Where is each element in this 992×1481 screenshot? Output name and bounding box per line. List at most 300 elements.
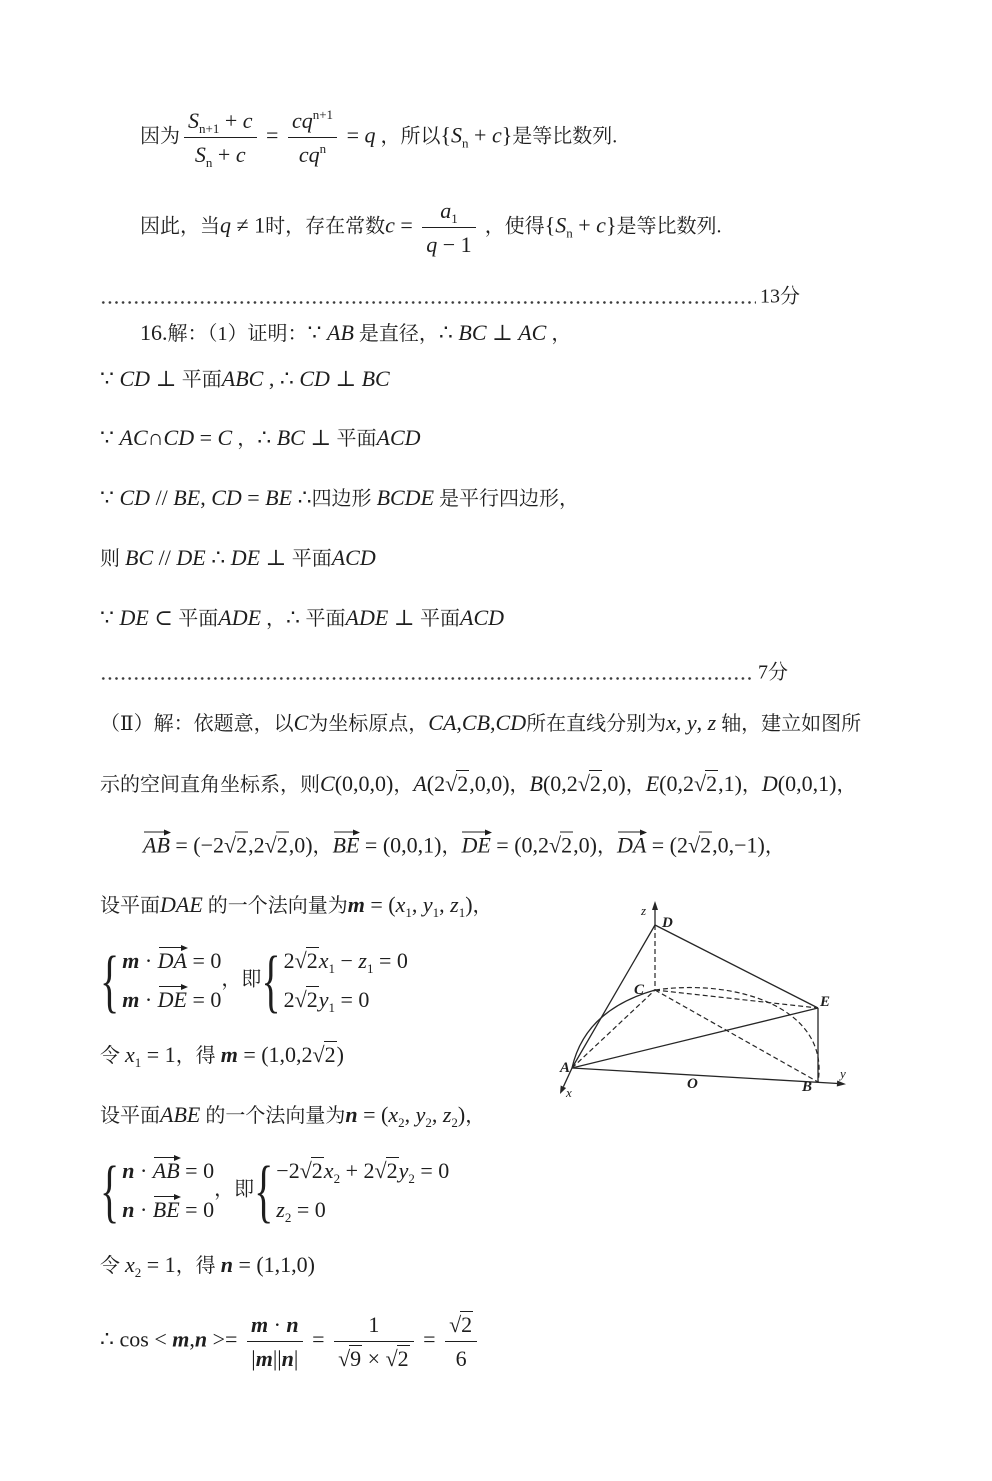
line-part2-setup <box>100 708 861 738</box>
cjk-text: 设平面 <box>100 1105 160 1127</box>
math-expression: (0,2√2,1) <box>659 771 742 796</box>
math-expression: ⊂ <box>148 605 179 630</box>
cjk-text: 平面 <box>178 608 219 630</box>
math-expression: = 0 <box>186 987 222 1012</box>
fraction-denominator <box>184 137 257 169</box>
equation-row <box>122 981 221 1020</box>
math-expression: 16. <box>140 320 168 345</box>
cjk-text: 设平面 <box>100 895 160 917</box>
bold-vector-symbol: m <box>250 1312 269 1337</box>
math-expression: ⊥ <box>260 545 292 570</box>
bold-vector-symbol: n <box>345 1102 358 1127</box>
fraction-denominator <box>422 227 475 259</box>
fraction <box>422 197 475 259</box>
equation-row <box>122 1152 214 1191</box>
math-variable: CB <box>461 710 491 735</box>
z-arrowhead <box>652 901 658 910</box>
bold-vector-symbol: m <box>220 1042 238 1067</box>
score-line-13 <box>100 284 800 311</box>
math-variable: y <box>398 1158 409 1183</box>
math-expression: = 1 <box>141 1042 176 1067</box>
bold-vector-symbol: n <box>122 1197 135 1222</box>
math-expression: + 2√2 <box>340 1158 398 1183</box>
math-variable: x <box>323 1158 334 1183</box>
math-expression: , <box>490 710 496 735</box>
subscript: 1 <box>366 961 374 976</box>
math-variable: CD <box>495 710 527 735</box>
math-expression: = <box>306 1326 331 1352</box>
cjk-text: ，得 <box>175 1045 221 1067</box>
math-variable: q <box>364 122 376 148</box>
math-variable: CD <box>163 425 195 450</box>
math-expression: = (2√2,0,−1) <box>646 832 765 858</box>
math-expression: ⊥ <box>388 605 420 630</box>
cjk-text: 时，存在常数 <box>265 215 386 238</box>
math-variable: q <box>220 212 231 238</box>
math-expression: , <box>404 1102 416 1127</box>
math-variable: S <box>555 212 567 238</box>
square-root: √2 <box>385 1346 409 1371</box>
math-expression: = (1,1,0) <box>232 1252 315 1277</box>
math-expression: // <box>153 545 177 570</box>
math-variable: c <box>596 212 606 238</box>
math-expression: ⊥ <box>329 366 362 391</box>
math-expression: ∴ <box>257 425 277 450</box>
equation-system-rows <box>284 942 408 1020</box>
line-plane-perp-plane <box>100 603 504 633</box>
radicand: 2 <box>457 771 469 796</box>
subscript: 2 <box>134 1265 142 1280</box>
score-line-7 <box>100 660 788 687</box>
cjk-text: 是等比数列. <box>616 215 722 238</box>
cjk-text: ， <box>509 774 530 796</box>
math-expression: · <box>139 987 158 1012</box>
math-variable: CD <box>299 366 330 391</box>
math-expression <box>449 1312 473 1337</box>
math-variable: BC <box>125 545 154 570</box>
fraction <box>247 1311 303 1373</box>
square-root: √2 <box>445 771 469 796</box>
math-expression: = (−2√2,2√2,0) <box>169 832 313 858</box>
vector-with-arrow: DE <box>461 830 490 858</box>
math-variable: c <box>242 108 253 133</box>
math-expression: , <box>696 710 708 735</box>
cjk-text: 是直径， <box>353 323 439 345</box>
subscript: 1 <box>405 905 412 920</box>
math-expression: · <box>134 1197 153 1222</box>
math-variable: ACD <box>460 605 504 630</box>
cjk-text: 因为 <box>140 125 180 148</box>
math-variable: ACD <box>331 545 376 570</box>
subscript: 1 <box>134 1055 142 1070</box>
line-n-result <box>100 1250 315 1280</box>
cjk-text: ， <box>312 835 333 858</box>
math-expression: = ( <box>357 1102 389 1127</box>
subscript: n <box>205 155 213 170</box>
line-geometric-ratio <box>140 107 617 169</box>
cjk-text: 因此，当 <box>140 215 220 238</box>
square-root: √2 <box>294 987 318 1012</box>
equation-system <box>261 942 407 1020</box>
math-expression: = <box>260 122 284 148</box>
math-expression: − 1 <box>437 232 472 257</box>
math-expression: (2√2,0,0) <box>426 771 510 796</box>
cjk-text: ，使得 <box>479 215 545 238</box>
cjk-text: ， <box>625 774 646 796</box>
math-variable: y <box>318 987 329 1012</box>
line-de-perp-plane <box>100 543 376 573</box>
math-expression: ∴ <box>292 485 312 510</box>
cjk-text: ， <box>465 1105 486 1127</box>
radicand: 2 <box>706 771 718 796</box>
bold-vector-symbol: n <box>281 1346 294 1371</box>
cjk-text: 的一个法向量为 <box>202 895 348 917</box>
math-expression: } <box>605 212 617 238</box>
math-variable: z <box>358 948 367 973</box>
subscript: 2 <box>425 1115 432 1130</box>
subscript: n <box>462 135 469 151</box>
math-variable: y <box>686 710 697 735</box>
math-variable: CD <box>211 485 242 510</box>
cjk-text: 为坐标原点， <box>308 713 429 735</box>
z-axis-label: z <box>641 903 647 918</box>
cjk-text: ， <box>836 774 857 796</box>
math-variable: x <box>318 948 329 973</box>
math-expression: = <box>341 122 365 148</box>
bold-vector-symbol: m <box>122 987 140 1012</box>
math-expression: // <box>150 485 174 510</box>
square-root: √2 <box>374 1158 398 1183</box>
radicand: 2 <box>397 1346 409 1371</box>
equation-row <box>276 1152 449 1191</box>
math-expression: ∴ <box>286 605 306 630</box>
math-expression: = <box>394 212 419 238</box>
square-root: √2 <box>549 832 573 858</box>
bold-vector-symbol: m <box>172 1326 190 1352</box>
fraction-numerator <box>445 1311 477 1341</box>
cjk-text: ， <box>232 428 258 450</box>
subscript: 2 <box>284 1210 292 1225</box>
solid-edges <box>563 910 838 1087</box>
square-root: √2 <box>688 832 712 858</box>
math-variable: z <box>276 1197 285 1222</box>
fraction-denominator <box>445 1341 477 1373</box>
subscript: 2 <box>451 1115 458 1130</box>
cjk-text: （Ⅱ）解：依题意，以 <box>100 713 294 735</box>
math-variable: BE <box>173 485 201 510</box>
cjk-text: ， <box>546 323 572 345</box>
line-vectors <box>143 830 785 861</box>
math-expression: · <box>268 1312 287 1337</box>
math-variable: BE <box>265 485 293 510</box>
radicand: 2 <box>589 771 601 796</box>
math-expression: , <box>675 710 687 735</box>
score-label: 13分 <box>760 285 800 308</box>
math-expression: | <box>293 1346 299 1371</box>
math-variable: C <box>320 771 335 796</box>
edge-cb <box>655 990 818 1082</box>
cjk-text: 平面 <box>291 548 332 570</box>
math-expression: (0,0,0) <box>334 771 394 796</box>
math-variable: c <box>235 142 246 167</box>
cjk-text: ， <box>393 774 414 796</box>
math-variable: S <box>194 142 206 167</box>
math-expression: 6 <box>455 1346 467 1371</box>
math-expression: ⊥ <box>486 320 519 345</box>
vector-with-arrow: DA <box>158 945 187 973</box>
radicand: 9 <box>350 1346 362 1371</box>
superscript: n+1 <box>312 107 334 122</box>
square-root: √2 <box>577 771 601 796</box>
radicand: 2 <box>306 948 318 973</box>
math-expression: ∵ <box>100 605 120 630</box>
equation-system <box>254 1152 449 1230</box>
equation-row <box>276 1191 449 1230</box>
bold-vector-symbol: m <box>347 892 365 917</box>
math-variable: y <box>415 1102 426 1127</box>
point-a-label: A <box>560 1060 571 1076</box>
math-variable: x <box>125 1042 135 1067</box>
math-variable: x <box>125 1252 135 1277</box>
math-expression: = 0 <box>373 948 408 973</box>
fraction-denominator <box>247 1341 303 1373</box>
subscript: 1 <box>328 1000 335 1015</box>
math-variable: CD <box>119 485 151 510</box>
bold-vector-symbol: n <box>122 1158 135 1183</box>
math-expression: , <box>456 710 462 735</box>
dotted-leader <box>100 301 756 305</box>
math-variable: cq <box>291 108 313 133</box>
fraction <box>184 107 257 169</box>
fraction-numerator <box>288 107 337 137</box>
fraction-numerator <box>436 197 462 227</box>
bold-vector-symbol: n <box>286 1312 299 1337</box>
point-c-label: C <box>634 982 645 998</box>
math-variable: c <box>385 212 395 238</box>
edge-ac <box>572 990 655 1068</box>
math-expression: = <box>417 1326 442 1352</box>
math-variable: z <box>442 1102 452 1127</box>
cjk-text: ， <box>596 835 617 858</box>
square-root: √2 <box>294 948 318 973</box>
fraction-numerator <box>184 107 257 137</box>
math-variable: A <box>413 771 427 796</box>
math-expression: , <box>439 892 451 917</box>
radicand: 2 <box>306 987 318 1012</box>
math-variable: x <box>395 892 406 917</box>
math-expression: } <box>501 122 513 148</box>
superscript: n <box>319 141 327 156</box>
cjk-text: 的一个法向量为 <box>200 1105 346 1127</box>
cjk-text: 平面 <box>305 608 346 630</box>
math-variable: C <box>293 710 309 735</box>
score-label: 7分 <box>758 661 788 684</box>
line-parallelogram <box>100 483 579 513</box>
math-expression: = <box>194 425 218 450</box>
math-expression: √9 × √2 <box>338 1346 409 1371</box>
fraction-numerator <box>364 1311 383 1341</box>
math-expression: + <box>572 212 597 238</box>
math-variable: AC <box>518 320 547 345</box>
math-expression: ∵ <box>100 366 120 391</box>
cjk-text: ，得 <box>175 1255 221 1277</box>
fraction <box>288 107 337 169</box>
math-variable: ACD <box>376 425 421 450</box>
cjk-text: ， <box>261 608 287 630</box>
math-expression: ) <box>457 1102 466 1127</box>
math-variable: DAE <box>160 892 203 917</box>
radicand: 2 <box>324 1042 336 1067</box>
line-constant-c <box>140 197 722 259</box>
math-expression: = 0 <box>186 948 222 973</box>
math-expression: −2√2 <box>276 1158 323 1183</box>
radicand: 2 <box>276 832 288 858</box>
cjk-text: 示的空间直角坐标系，则 <box>100 774 320 796</box>
math-expression: || <box>272 1346 282 1371</box>
math-expression: (0,0,1) <box>777 771 837 796</box>
math-variable: BC <box>458 320 487 345</box>
point-e-label: E <box>820 994 831 1010</box>
math-expression: { <box>440 122 452 148</box>
math-variable: ABC <box>221 366 264 391</box>
math-expression: (0,2√2,0) <box>542 771 626 796</box>
subscript: 1 <box>432 905 440 920</box>
math-variable: ABE <box>160 1102 201 1127</box>
cjk-text: 是等比数列. <box>512 125 618 148</box>
line-cosine <box>100 1311 481 1373</box>
subscript: 2 <box>398 1115 405 1130</box>
math-variable: x <box>666 710 676 735</box>
math-expression: = (0,2√2,0) <box>490 832 597 858</box>
cjk-text: 平面 <box>420 608 460 630</box>
math-variable: y <box>422 892 433 917</box>
cjk-text: 则 <box>100 548 125 570</box>
point-o-label: O <box>687 1076 698 1092</box>
square-root: √9 <box>338 1346 362 1371</box>
y-axis-label: y <box>840 1066 846 1081</box>
math-expression: = 0 <box>414 1158 450 1183</box>
math-expression: 1 <box>368 1312 380 1337</box>
math-expression: = ( <box>364 892 396 917</box>
cjk-text: ， <box>441 835 462 858</box>
equation-system <box>100 942 221 1020</box>
radicand: 2 <box>461 1312 473 1337</box>
math-expression: + <box>468 122 492 148</box>
equation-system-rows <box>122 942 221 1020</box>
math-expression: ∩ <box>147 425 164 450</box>
math-expression: ⊥ <box>304 425 337 450</box>
geometry-figure <box>540 890 860 1105</box>
math-expression: , <box>411 892 423 917</box>
math-variable: DE <box>119 605 149 630</box>
math-expression: = 1 <box>141 1252 176 1277</box>
line-cd-perp-plane <box>100 364 390 394</box>
line-bc-perp-plane <box>100 423 421 453</box>
cjk-text: 解：（1）证明： <box>167 323 308 345</box>
cjk-text: ，即 <box>214 1178 255 1201</box>
subscript: 2 <box>408 1171 415 1186</box>
math-expression: ∵ <box>100 425 120 450</box>
bold-vector-symbol: n <box>194 1326 208 1352</box>
radicand: 2 <box>386 1158 398 1183</box>
math-variable: S <box>188 108 199 133</box>
math-expression: ⊥ <box>150 366 182 391</box>
math-expression: = (1,0,2√2) <box>237 1042 344 1067</box>
bold-vector-symbol: n <box>220 1252 233 1277</box>
math-expression: | <box>251 1346 256 1371</box>
square-root: √2 <box>224 832 248 858</box>
math-variable: cq <box>298 142 320 167</box>
vector-with-arrow: AB <box>143 830 170 858</box>
radicand: 2 <box>561 832 573 858</box>
line-m-result <box>100 1040 344 1070</box>
edge-de <box>655 925 818 1008</box>
cjk-text: ，所以 <box>375 125 441 148</box>
math-variable: BC <box>361 366 390 391</box>
vector-with-arrow: DA <box>617 830 646 858</box>
math-expression: = 0 <box>291 1197 326 1222</box>
math-variable: c <box>491 122 502 148</box>
vector-with-arrow: DE <box>158 984 187 1012</box>
math-expression: = 0 <box>334 987 370 1012</box>
math-expression: { <box>544 212 556 238</box>
cjk-text: 是平行四边形， <box>434 488 580 510</box>
line-coordinates <box>100 769 856 799</box>
fraction-denominator <box>334 1341 414 1373</box>
cjk-text: 令 <box>100 1255 125 1277</box>
equation-row <box>284 942 408 981</box>
subscript: n <box>566 225 573 241</box>
math-variable: E <box>645 771 660 796</box>
math-expression: , <box>431 1102 443 1127</box>
math-variable: ADE <box>345 605 389 630</box>
math-variable: BC <box>276 425 305 450</box>
math-variable: z <box>707 710 717 735</box>
math-expression: ∵ <box>307 320 327 345</box>
math-expression: ≠ 1 <box>231 212 266 238</box>
math-variable: CA <box>428 710 457 735</box>
bold-vector-symbol: m <box>122 948 140 973</box>
point-d-label: D <box>662 915 673 931</box>
math-variable: D <box>761 771 778 796</box>
math-expression: ) <box>465 892 473 917</box>
cjk-text: 平面 <box>181 369 222 391</box>
edge-ae <box>572 1008 818 1068</box>
equation-system-rows <box>276 1152 449 1230</box>
equation-system-rows <box>122 1152 214 1230</box>
math-expression: , ∴ <box>263 366 300 391</box>
radicand: 2 <box>236 832 248 858</box>
math-expression: · <box>139 948 158 973</box>
math-expression: = 0 <box>179 1158 215 1183</box>
equation-system <box>100 1152 214 1230</box>
math-expression: 2√2 <box>283 948 318 973</box>
line-q16-proof-start <box>140 318 571 348</box>
cjk-text: ， <box>472 895 493 917</box>
fraction <box>334 1311 414 1373</box>
math-expression: >= <box>207 1326 243 1352</box>
line-normal-m <box>100 890 493 920</box>
subscript: 2 <box>333 1171 341 1186</box>
math-expression: , <box>189 1326 195 1352</box>
point-b-label: B <box>802 1079 813 1095</box>
equation-row <box>122 942 221 981</box>
cjk-text: 轴，建立如图所 <box>716 713 862 735</box>
vector-with-arrow: AB <box>153 1155 180 1183</box>
math-variable: AC <box>119 425 148 450</box>
cjk-text: ， <box>764 835 785 858</box>
square-root: √2 <box>264 832 288 858</box>
